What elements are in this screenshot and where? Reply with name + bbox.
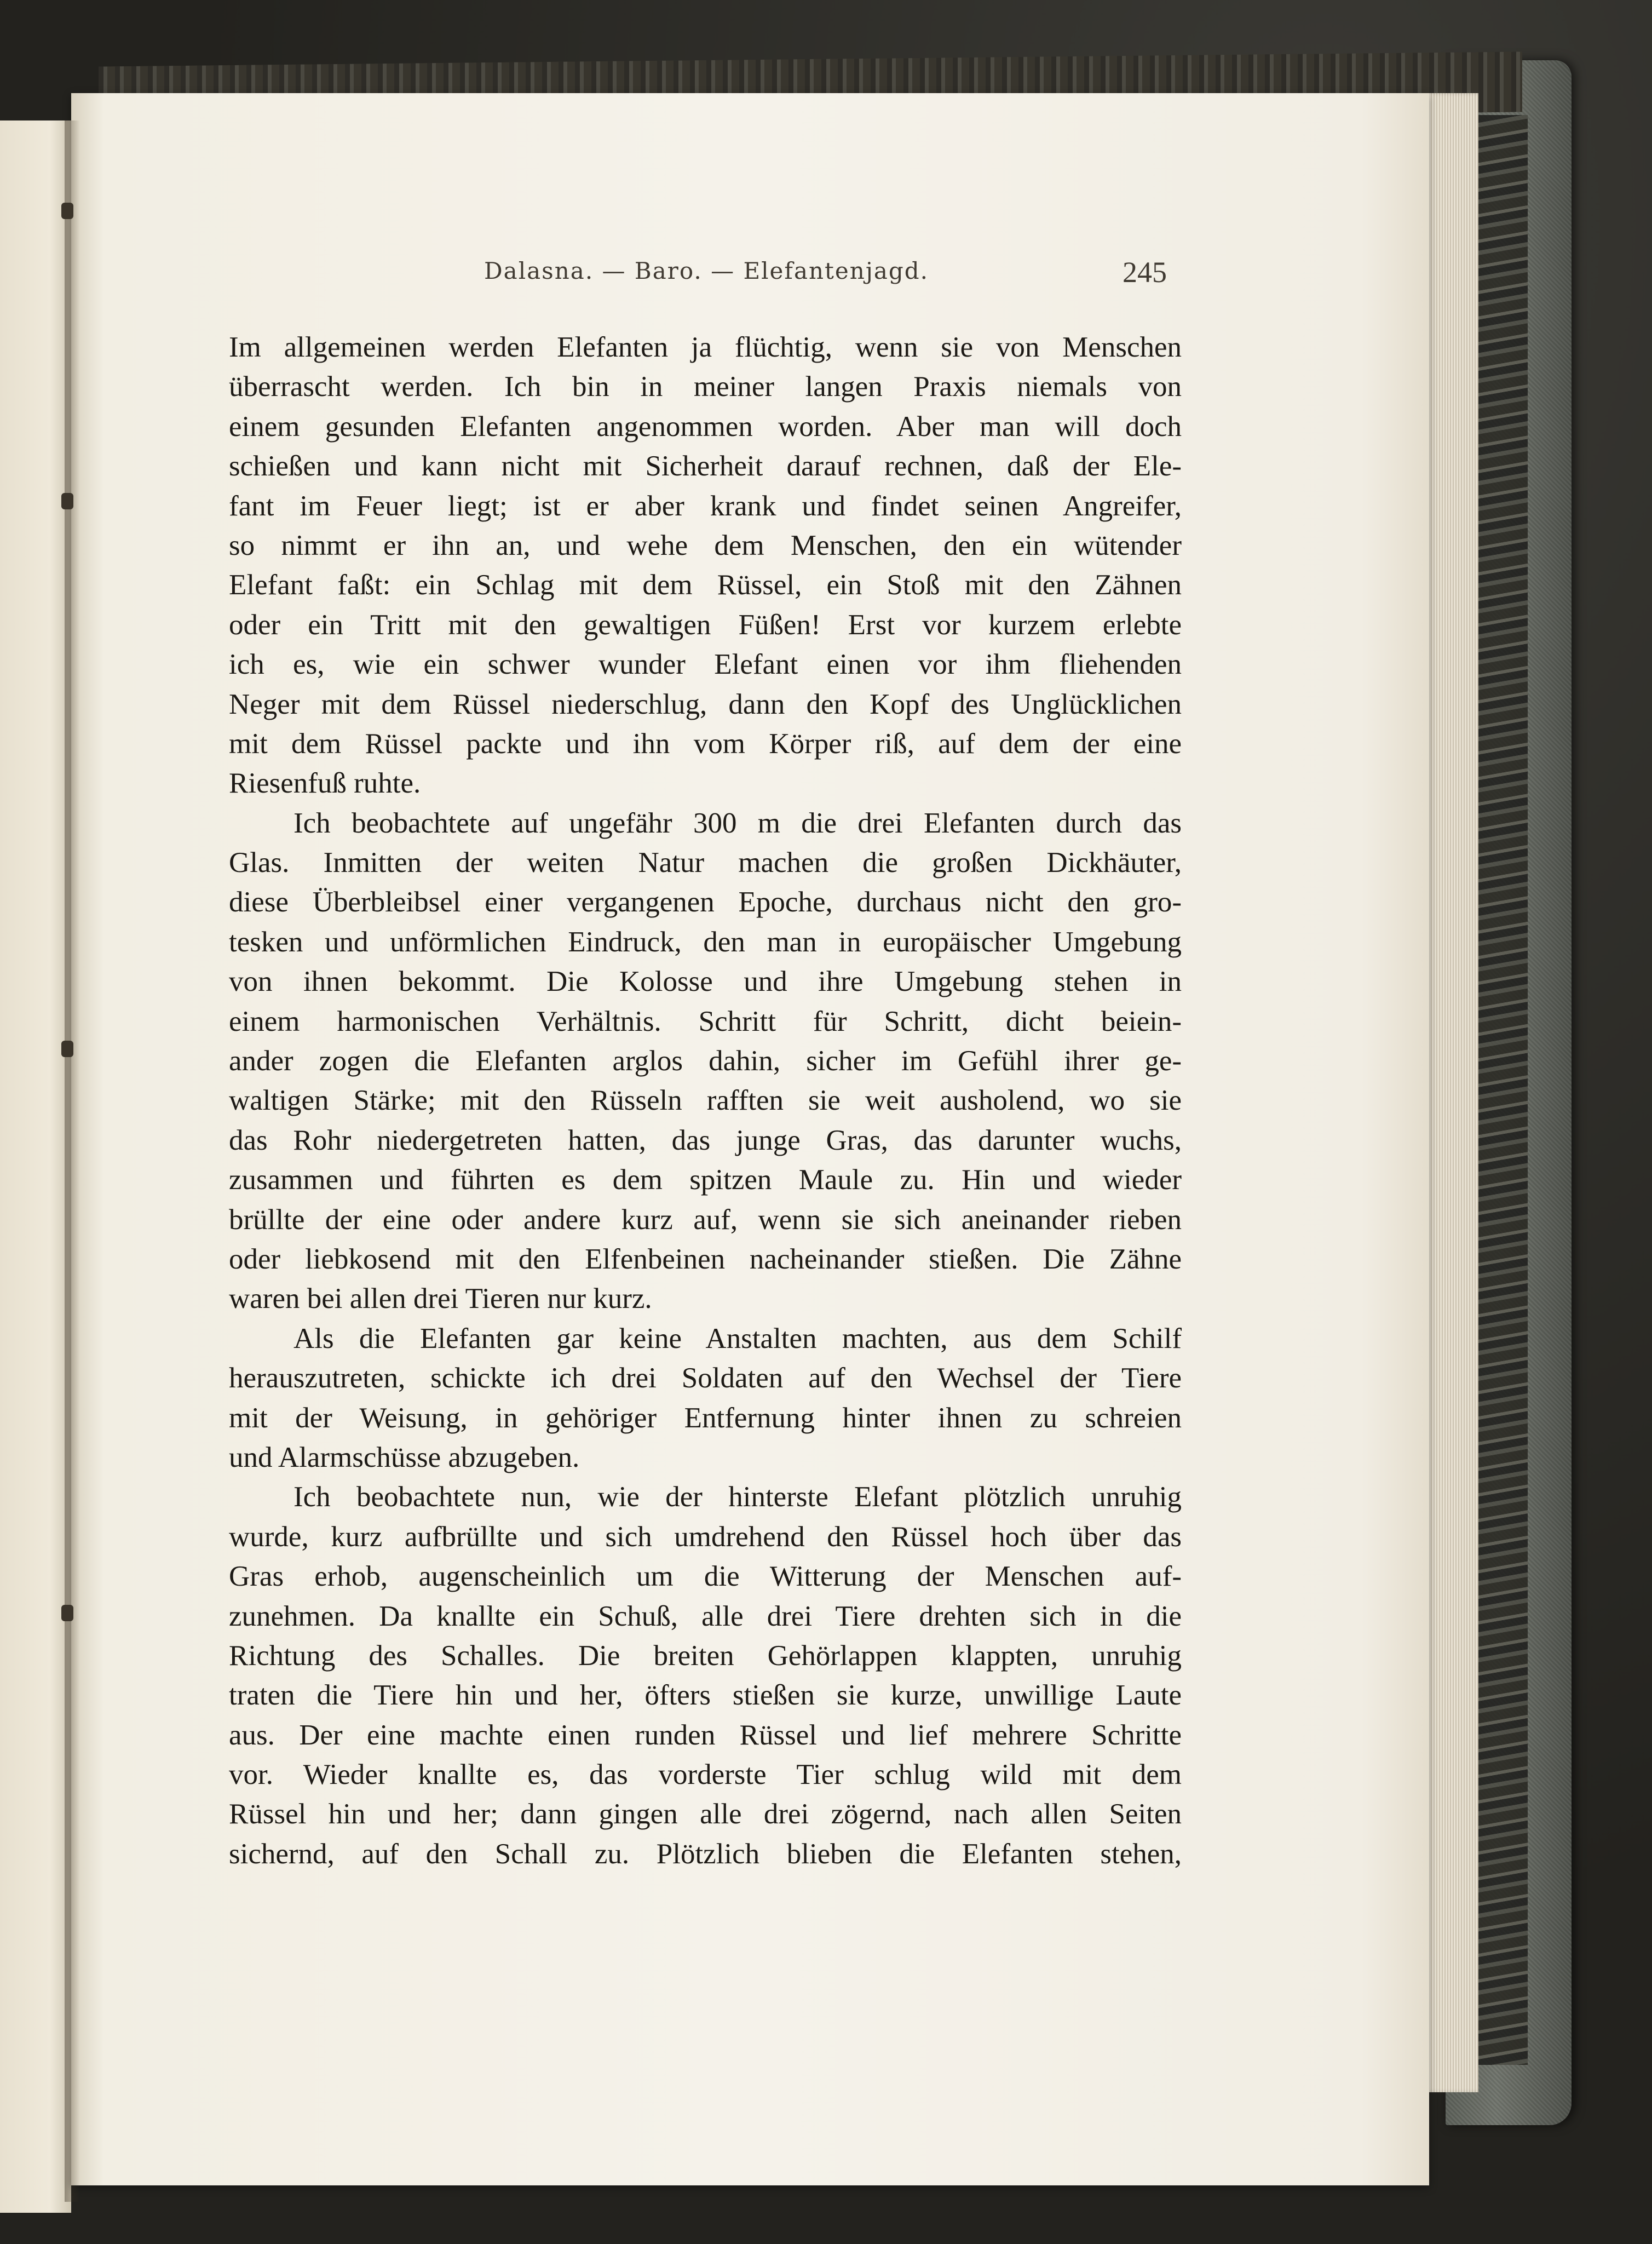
text-line: Im allgemeinen werden Elefanten ja flüchtig, wenn sie von Menschen (229, 331, 1182, 363)
text-line: ich es, wie ein schwer wunder Elefant einen vor ihm fliehenden (229, 648, 1182, 681)
text-line: Elefant faßt: ein Schlag mit dem Rüssel, ein Stoß mit den Zähnen (229, 569, 1182, 601)
text-line: waltigen Stärke; mit den Rüsseln rafften sie weit ausholend, wo sie (229, 1084, 1182, 1117)
running-header: Dalasna. — Baro. — Elefantenjagd. (483, 257, 929, 284)
text-line: Ich beobachtete nun, wie der hinterste Elefant plötzlich unruhig (293, 1481, 1182, 1513)
text-line: waren bei allen drei Tieren nur kurz. (229, 1283, 652, 1315)
text-line: aus. Der eine machte einen runden Rüssel und lief mehrere Schritte (229, 1719, 1182, 1751)
text-line: Ich beobachtete auf ungefähr 300 m die drei Elefanten durch das (293, 807, 1182, 839)
text-line: diese Überbleibsel einer vergangenen Epoche, durchaus nicht den gro- (229, 886, 1182, 919)
binding-stitch (61, 493, 73, 509)
text-line: schießen und kann nicht mit Sicherheit darauf rechnen, daß der Ele- (229, 450, 1182, 483)
text-line: und Alarmschüsse abzugeben. (229, 1441, 580, 1473)
text-line: tesken und unförmlichen Eindruck, den man in europäischer Umgebung (229, 926, 1182, 958)
text-line: oder ein Tritt mit den gewaltigen Füßen! Erst vor kurzem erlebte (229, 609, 1182, 641)
binding-stitch (61, 1041, 73, 1057)
page-number: 245 (1123, 256, 1167, 289)
page-gutter-shadow (65, 120, 80, 2202)
text-line: zusammen und führten es dem spitzen Maule zu. Hin und wieder (229, 1164, 1182, 1196)
text-line: traten die Tiere hin und her, öfters stießen sie kurze, unwillige Laute (229, 1679, 1182, 1712)
text-line: sichernd, auf den Schall zu. Plötzlich blieben die Elefanten stehen, (229, 1838, 1182, 1870)
marbled-cover-edge (1478, 115, 1528, 2065)
text-line: brüllte der eine oder andere kurz auf, wenn sie sich aneinander rieben (229, 1203, 1182, 1236)
text-line: mit der Weisung, in gehöriger Entfernung hinter ihnen zu schreien (229, 1402, 1182, 1434)
text-line: Rüssel hin und her; dann gingen alle drei zögernd, nach allen Seiten (229, 1798, 1182, 1830)
text-line: ander zogen die Elefanten arglos dahin, sicher im Gefühl ihrer ge- (229, 1045, 1182, 1077)
text-line: oder liebkosend mit den Elfenbeinen nacheinander stießen. Die Zähne (229, 1243, 1182, 1275)
text-line: von ihnen bekommt. Die Kolosse und ihre Umgebung stehen in (229, 966, 1182, 998)
binding-stitch (61, 203, 73, 219)
text-line: mit dem Rüssel packte und ihn vom Körper riß, auf dem der eine (229, 727, 1182, 760)
page-stack-edge (1424, 93, 1478, 2092)
text-line: Glas. Inmitten der weiten Natur machen die großen Dickhäuter, (229, 847, 1182, 879)
text-line: so nimmt er ihn an, und wehe dem Menschen, den ein wütender (229, 529, 1182, 561)
text-line: zunehmen. Da knallte ein Schuß, alle drei Tiere drehten sich in die (229, 1600, 1182, 1632)
text-line: Riesenfuß ruhte. (229, 767, 421, 800)
text-line: Richtung des Schalles. Die breiten Gehörlappen klappten, unruhig (229, 1639, 1182, 1672)
binding-stitch (61, 1605, 73, 1621)
text-line: vor. Wieder knallte es, das vorderste Tier schlug wild mit dem (229, 1759, 1182, 1791)
text-line: das Rohr niedergetreten hatten, das junge Gras, das darunter wuchs, (229, 1124, 1182, 1156)
text-line: einem harmonischen Verhältnis. Schritt für Schritt, dicht beiein- (229, 1005, 1182, 1037)
text-line: wurde, kurz aufbrüllte und sich umdrehend den Rüssel hoch über das (229, 1520, 1182, 1553)
text-line: herauszutreten, schickte ich drei Soldaten auf den Wechsel der Tiere (229, 1362, 1182, 1394)
body-text (229, 328, 1182, 1874)
text-line: Neger mit dem Rüssel niederschlug, dann den Kopf des Unglücklichen (229, 688, 1182, 720)
left-page-edge (0, 120, 71, 2213)
text-line: einem gesunden Elefanten angenommen worden. Aber man will doch (229, 410, 1182, 443)
text-line: Gras erhob, augenscheinlich um die Witterung der Menschen auf- (229, 1560, 1182, 1593)
text-line: fant im Feuer liegt; ist er aber krank und findet seinen Angreifer, (229, 490, 1182, 522)
text-line: Als die Elefanten gar keine Anstalten machten, aus dem Schilf (293, 1322, 1182, 1355)
text-line: überrascht werden. Ich bin in meiner langen Praxis niemals von (229, 371, 1182, 403)
